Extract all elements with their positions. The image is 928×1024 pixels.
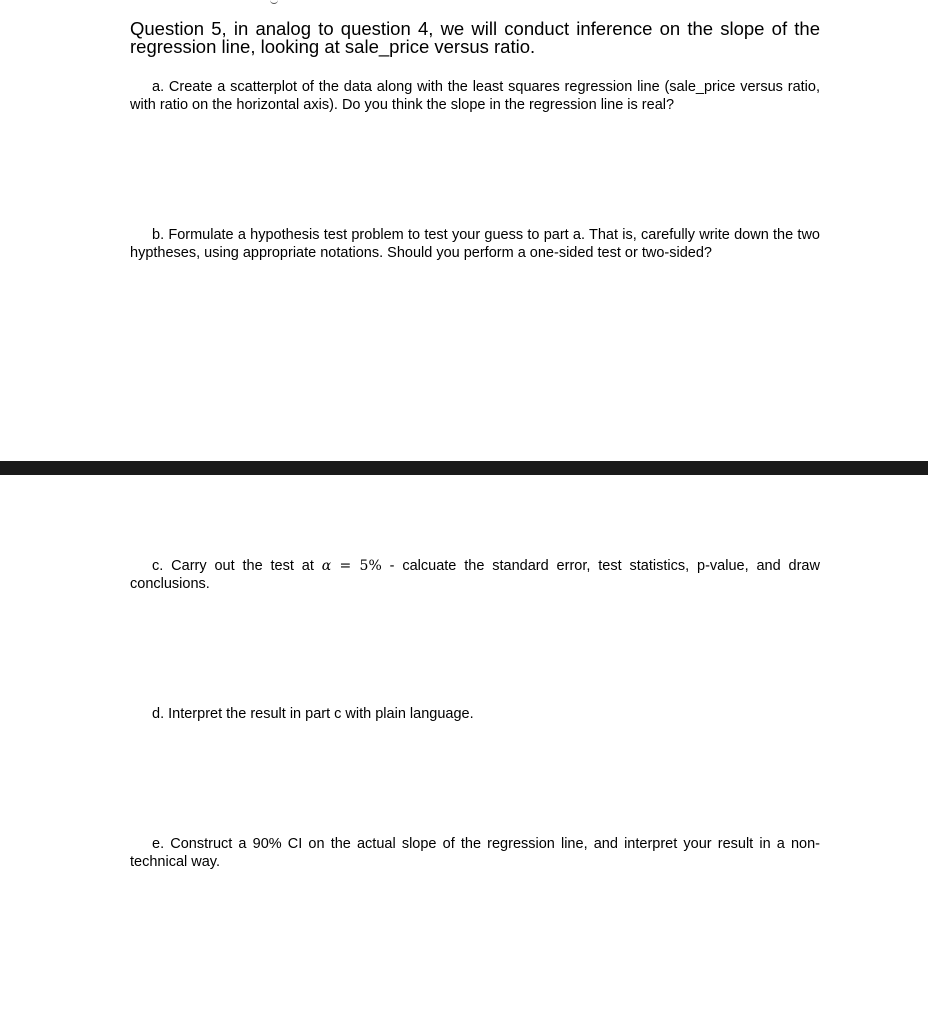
equals-sign: =: [339, 558, 352, 574]
part-c-prefix: c. Carry out the test at: [152, 558, 314, 574]
part-a-text: a. Create a scatterplot of the data along with the least squares regression line (sale_price versus ratio, with ratio on the horizontal axis). Do you think the slope in the regression line is real?: [130, 79, 820, 113]
page-break-divider: [0, 461, 928, 475]
part-d-text: d. Interpret the result in part c with plain language.: [152, 706, 474, 722]
part-c-suffix: - calcuate the standard error, test statistics, p-value, and draw conclusions.: [130, 558, 820, 592]
part-b-text: b. Formulate a hypothesis test problem to test your guess to part a. That is, carefully write down the two hyptheses, using appropriate notations. Should you perform a one-sided test or two-sided?: [130, 227, 820, 261]
alpha-value: 5%: [359, 558, 382, 574]
part-c-text: [130, 557, 820, 593]
alpha-symbol: α: [321, 558, 332, 574]
page-top-fragment: [270, 0, 278, 4]
part-e-text: e. Construct a 90% CI on the actual slope of the regression line, and interpret your result in a non-technical way.: [130, 836, 820, 870]
alpha-equation: [322, 558, 382, 574]
question-5-title: Question 5, in analog to question 4, we will conduct inference on the slope of the regression line, looking at sale_price versus ratio.: [130, 18, 820, 57]
